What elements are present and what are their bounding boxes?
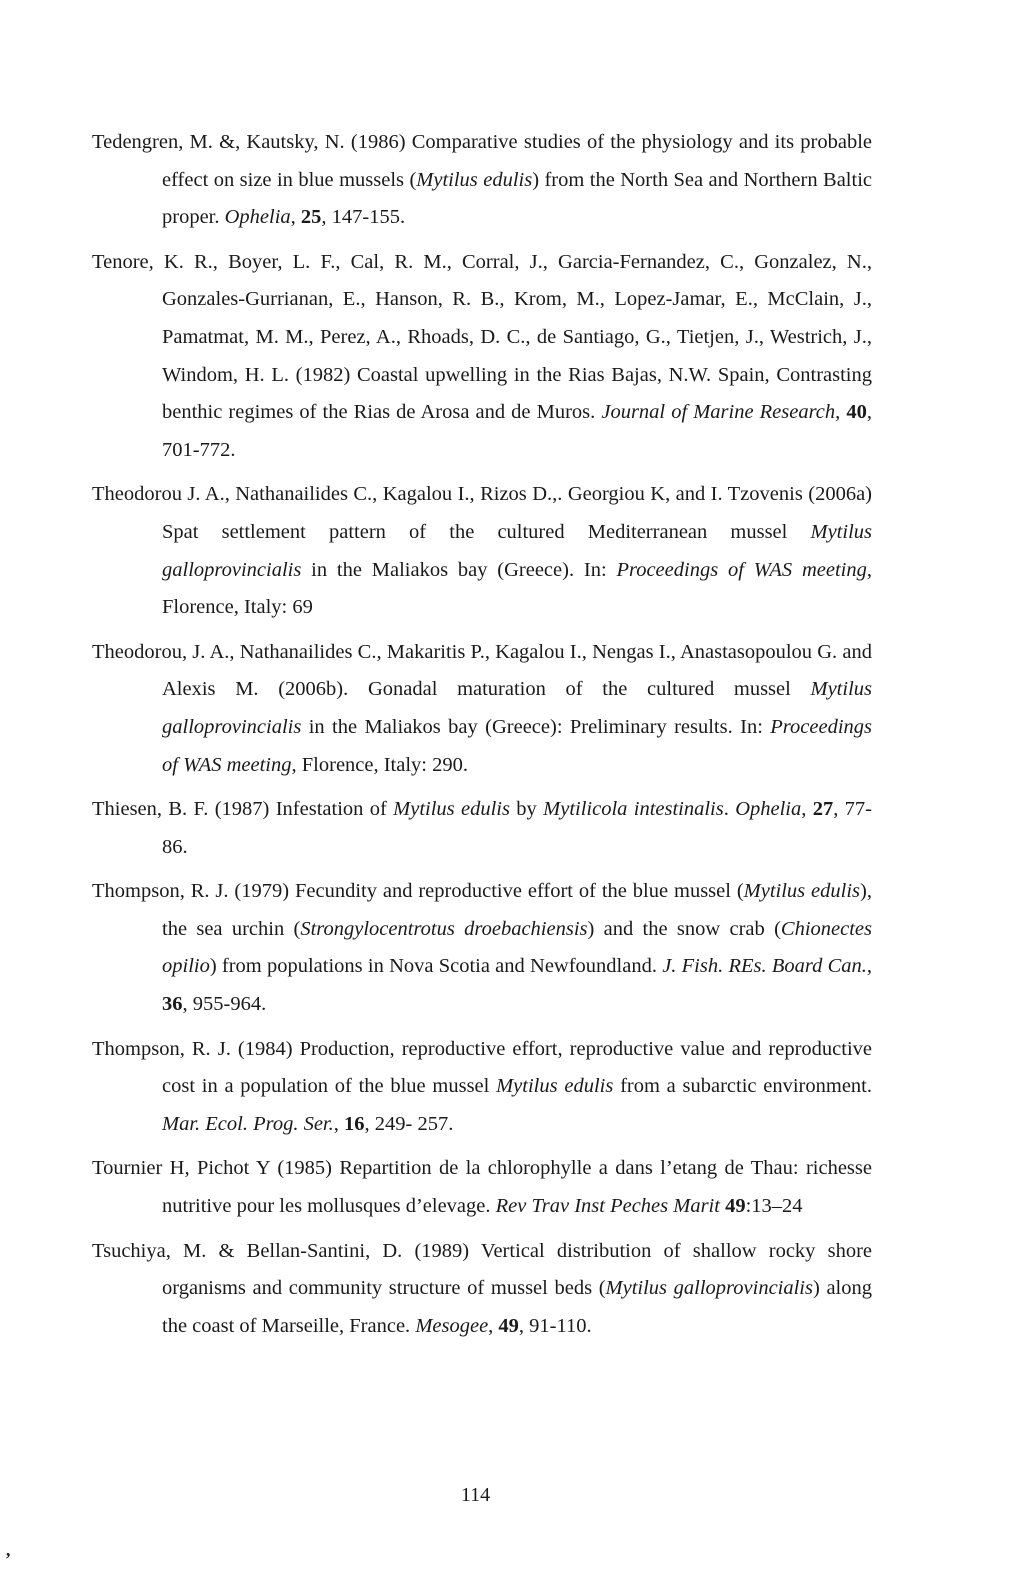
page-number: 114: [460, 1484, 491, 1506]
reference-text: , 249- 257.: [364, 1112, 454, 1135]
reference-italic-text: Mesogee: [415, 1314, 489, 1337]
reference-italic-text: Rev Trav Inst Peches Marit: [495, 1195, 720, 1218]
reference-list: [92, 124, 872, 1352]
reference-text: .: [723, 798, 736, 821]
reference-volume: 40: [846, 401, 867, 424]
reference-entry: [92, 1031, 872, 1144]
reference-italic-text: Proceedings of WAS meeting: [616, 558, 867, 581]
reference-text: by: [509, 798, 544, 821]
reference-volume: 49: [498, 1314, 519, 1337]
reference-text: ,: [866, 955, 872, 978]
reference-text: ,: [290, 206, 301, 229]
reference-volume: 36: [162, 993, 183, 1016]
reference-text: ) from the North Sea and Northern Baltic proper.: [162, 168, 872, 229]
reference-entry: [92, 873, 872, 1023]
reference-entry: [92, 634, 872, 784]
reference-text: in the Maliakos bay (Greece): Preliminary results. In:: [301, 715, 771, 738]
reference-text: Thiesen, B. F. (1987) Infestation of: [92, 798, 394, 821]
reference-text: , 147-155.: [321, 206, 406, 229]
reference-text: ), the sea urchin (: [162, 880, 872, 940]
reference-text: , 701-772.: [162, 401, 872, 461]
reference-italic-text: Ophelia: [224, 206, 291, 229]
reference-text: ,: [333, 1112, 345, 1135]
reference-entry: [92, 1150, 872, 1225]
reference-entry: [92, 124, 872, 237]
reference-italic-text: Mytilus edulis: [393, 798, 510, 821]
reference-italic-text: Proceedings of WAS meeting: [162, 715, 872, 776]
reference-text: , 77-86.: [162, 798, 873, 858]
reference-text: ,: [488, 1314, 499, 1337]
reference-text: , 91-110.: [518, 1314, 592, 1337]
reference-volume: 25: [300, 206, 322, 229]
reference-text: ) along the coast of Marseille, France.: [162, 1277, 872, 1337]
reference-entry: [92, 1233, 872, 1346]
reference-text: ) and the snow crab (: [587, 917, 781, 940]
reference-text: Thompson, R. J. (1979) Fecundity and reproductive effort of the blue mussel (: [92, 880, 744, 903]
reference-text: ) from populations in Nova Scotia and Newfoundland.: [209, 955, 663, 978]
reference-italic-text: Mytilus galloprovincialis: [162, 520, 872, 581]
reference-entry: [92, 244, 872, 470]
reference-italic-text: Mytilicola intestinalis: [543, 798, 724, 821]
reference-text: :13–24: [745, 1195, 803, 1218]
scan-mark: ’: [5, 1549, 11, 1569]
reference-italic-text: J. Fish. REs. Board Can.: [662, 955, 867, 978]
reference-text: in the Maliakos bay (Greece). In:: [301, 558, 617, 581]
reference-volume: 16: [344, 1112, 365, 1135]
reference-italic-text: Mytilus galloprovincialis: [162, 678, 872, 738]
reference-text: Tournier H, Pichot Y (1985) Repartition de la chlorophylle a dans l’etang de Thau: richesse nutritive pour les mollusques d’elevage.: [92, 1157, 872, 1218]
reference-entry: [92, 476, 872, 626]
reference-italic-text: Mytilus edulis: [416, 168, 533, 191]
reference-entry: [92, 791, 872, 866]
reference-text: , Florence, Italy: 69: [162, 558, 872, 619]
reference-volume: 27: [812, 798, 834, 821]
reference-text: , 955-964.: [182, 993, 267, 1016]
reference-italic-text: Journal of Marine Research: [601, 401, 836, 424]
reference-text: Tenore, K. R., Boyer, L. F., Cal, R. M., Corral, J., Garcia-Fernandez, C., Gonzalez, N., Gonzales-Gurrianan, E., Hanson, R. B., Krom, M., Lopez-Jamar, E., McClain, J., Pamatmat, M. M., Perez, A., Rhoads, D. C., de Santiago, G., Tietjen, J., Westrich, J., Windom, H. L. (1982) Coastal upwelling in the Rias Bajas, N.W. Spain, Contrasting benthic regimes of the Rias de Arosa and de Muros.: [92, 250, 872, 424]
reference-text: Theodorou J. A., Nathanailides C., Kagalou I., Rizos D.,. Georgiou K, and I. Tzovenis (2006a) Spat settlement pattern of the cultured Mediterranean mussel: [92, 483, 872, 543]
reference-text: ,: [801, 798, 813, 821]
reference-italic-text: Ophelia: [735, 798, 802, 821]
reference-text: ,: [835, 401, 847, 424]
reference-text: from a subarctic environment.: [613, 1075, 872, 1098]
reference-text: Tsuchiya, M. & Bellan-Santini, D. (1989) Vertical distribution of shallow rocky shore organisms and community structure of mussel beds (: [92, 1239, 872, 1300]
reference-text: Theodorou, J. A., Nathanailides C., Makaritis P., Kagalou I., Nengas I., Anastasopoulou G. and Alexis M. (2006b). Gonadal maturation of the cultured mussel: [92, 640, 872, 701]
reference-italic-text: Mytilus galloprovincialis: [605, 1277, 813, 1300]
reference-volume: 49: [725, 1195, 746, 1218]
reference-italic-text: Mytilus edulis: [496, 1075, 614, 1098]
reference-italic-text: Strongylocentrotus droebachiensis: [300, 917, 588, 940]
reference-text: Tedengren, M. &, Kautsky, N. (1986) Comparative studies of the physiology and its probable effect on size in blue mussels (: [92, 131, 872, 191]
reference-text: Thompson, R. J. (1984) Production, reproductive effort, reproductive value and reproductive cost in a population of the blue mussel: [92, 1037, 872, 1098]
reference-italic-text: Mar. Ecol. Prog. Ser.: [162, 1112, 334, 1135]
reference-italic-text: Chionectes opilio: [162, 917, 872, 978]
reference-text: , Florence, Italy: 290.: [291, 753, 468, 776]
reference-italic-text: Mytilus edulis: [743, 880, 861, 903]
